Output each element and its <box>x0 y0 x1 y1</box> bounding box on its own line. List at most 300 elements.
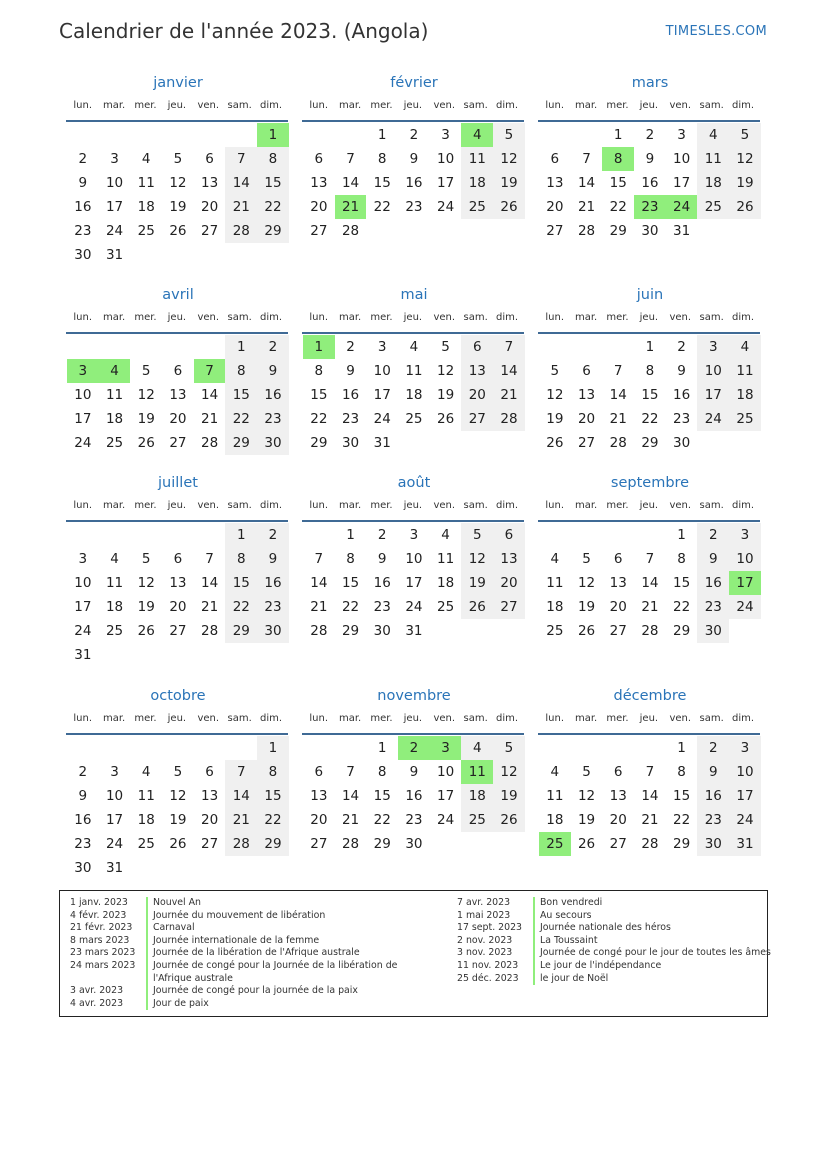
holiday-entry <box>457 960 787 973</box>
weekday-label: jeu. <box>403 312 423 323</box>
month-8 <box>539 473 761 643</box>
holiday-date: 4 févr. 2023 <box>70 909 127 921</box>
header-rule <box>538 120 760 122</box>
day-cell: 18 <box>697 171 729 195</box>
day-cell: 27 <box>493 595 525 619</box>
day-cell: 18 <box>546 599 564 615</box>
day-cell: 25 <box>105 435 124 451</box>
day-cell: 6 <box>550 151 560 167</box>
day-cell: 28 <box>310 623 328 639</box>
day-cell: 23 <box>74 836 92 852</box>
weekday-label: ven. <box>197 713 220 724</box>
day-cell: 26 <box>577 836 596 852</box>
day-cell: 25 <box>437 599 455 615</box>
holiday-marker <box>533 897 535 910</box>
weekday-label: lun. <box>545 312 565 323</box>
week-row <box>67 335 289 359</box>
month-9 <box>67 686 289 880</box>
day-cell: 5 <box>582 764 591 780</box>
day-cell: 21 <box>609 411 627 427</box>
day-cell: 13 <box>201 175 219 191</box>
day-cell: 26 <box>493 808 525 832</box>
weekday-label: lun. <box>309 312 329 323</box>
holiday-marker <box>146 960 148 985</box>
day-cell: 26 <box>461 595 493 619</box>
weekday-label: sam. <box>463 713 488 724</box>
day-cell: 6 <box>205 151 214 167</box>
day-cell: 2 <box>645 127 655 143</box>
holiday-day-cell: 1 <box>303 335 335 359</box>
day-cell: 5 <box>141 551 151 567</box>
day-cell: 1 <box>677 527 686 543</box>
week-row <box>539 784 761 808</box>
header-rule <box>538 332 760 334</box>
month-3 <box>67 285 289 455</box>
week-row <box>67 832 289 856</box>
day-cell: 21 <box>641 812 659 828</box>
empty-day-cell <box>697 431 729 455</box>
day-cell: 22 <box>373 812 391 828</box>
day-cell: 17 <box>437 175 455 191</box>
day-cell: 25 <box>405 411 423 427</box>
day-cell: 24 <box>437 812 455 828</box>
week-row <box>303 808 525 832</box>
day-cell: 15 <box>257 784 289 808</box>
day-cell: 14 <box>341 788 360 804</box>
weekday-label: jeu. <box>639 500 659 511</box>
holiday-day-cell: 1 <box>257 123 289 147</box>
day-cell: 13 <box>609 788 627 804</box>
month-name: juin <box>636 287 664 303</box>
empty-day-cell <box>303 736 335 760</box>
week-row <box>303 383 525 407</box>
day-cell: 21 <box>201 599 219 615</box>
holiday-list-right <box>457 897 787 985</box>
holiday-day-cell: 3 <box>430 736 462 760</box>
day-cell: 31 <box>105 247 124 263</box>
weekday-header <box>67 499 289 520</box>
empty-day-cell <box>162 736 194 760</box>
header-rule <box>66 733 288 735</box>
weekday-label: ven. <box>433 100 456 111</box>
day-cell: 16 <box>641 175 659 191</box>
holiday-marker <box>533 910 535 923</box>
day-cell: 19 <box>577 812 596 828</box>
header-rule <box>66 520 288 522</box>
weekday-label: lun. <box>309 100 329 111</box>
day-cell: 24 <box>105 223 124 239</box>
day-cell: 27 <box>609 836 627 852</box>
day-cell: 7 <box>225 147 257 171</box>
day-cell: 13 <box>577 387 596 403</box>
week-row <box>303 335 525 359</box>
week-row <box>67 571 289 595</box>
empty-day-cell <box>398 431 430 455</box>
weekday-label: mer. <box>134 312 157 323</box>
holiday-name: Au secours <box>540 909 592 921</box>
day-cell: 8 <box>257 760 289 784</box>
day-cell: 12 <box>493 760 525 784</box>
day-cell: 22 <box>609 199 627 215</box>
day-cell: 22 <box>257 195 289 219</box>
weekday-label: mer. <box>134 713 157 724</box>
empty-day-cell <box>257 643 289 667</box>
month-6 <box>67 473 289 667</box>
month-4 <box>303 285 525 455</box>
weekday-label: sam. <box>227 312 252 323</box>
day-cell: 31 <box>729 832 761 856</box>
weekday-label: mar. <box>338 100 362 111</box>
holiday-day-cell: 3 <box>67 359 99 383</box>
day-cell: 1 <box>377 740 387 756</box>
day-cell: 7 <box>493 335 525 359</box>
week-row <box>539 595 761 619</box>
day-cell: 16 <box>74 199 92 215</box>
weekday-label: sam. <box>227 500 252 511</box>
holiday-date: 17 sept. 2023 <box>457 922 523 934</box>
day-cell: 9 <box>645 151 655 167</box>
day-cell: 28 <box>493 407 525 431</box>
empty-day-cell <box>99 523 131 547</box>
week-row <box>67 171 289 195</box>
day-cell: 2 <box>409 127 419 143</box>
holiday-date: 1 janv. 2023 <box>70 897 128 908</box>
holiday-date: 21 févr. 2023 <box>70 922 133 934</box>
weekday-label: lun. <box>545 500 565 511</box>
holiday-entry <box>457 973 787 986</box>
weekday-label: ven. <box>669 713 692 724</box>
header-rule <box>302 733 524 735</box>
day-cell: 26 <box>493 195 525 219</box>
day-cell: 15 <box>257 171 289 195</box>
empty-day-cell <box>398 219 430 243</box>
day-cell: 26 <box>137 623 155 639</box>
weekday-header <box>303 99 525 120</box>
day-cell: 20 <box>310 199 328 215</box>
empty-day-cell <box>162 523 194 547</box>
day-cell: 8 <box>346 551 355 567</box>
week-row <box>303 619 525 643</box>
month-name: avril <box>162 287 194 303</box>
day-cell: 4 <box>141 764 151 780</box>
weekday-label: mar. <box>102 312 126 323</box>
weekday-label: ven. <box>669 500 692 511</box>
empty-day-cell <box>130 243 162 267</box>
empty-day-cell <box>602 736 634 760</box>
day-cell: 7 <box>225 760 257 784</box>
month-name: décembre <box>613 688 687 704</box>
holiday-name: Journée de congé pour la journée de la paix <box>153 985 358 997</box>
day-cell: 28 <box>641 623 659 639</box>
day-cell: 15 <box>225 383 257 407</box>
day-cell: 10 <box>673 151 691 167</box>
weekday-label: mar. <box>338 500 362 511</box>
day-cell: 7 <box>205 551 214 567</box>
empty-day-cell <box>225 643 257 667</box>
empty-day-cell <box>493 431 525 455</box>
holiday-marker <box>146 910 148 923</box>
day-cell: 21 <box>341 812 360 828</box>
weekday-label: sam. <box>699 713 724 724</box>
day-cell: 3 <box>377 339 387 355</box>
day-cell: 8 <box>225 547 257 571</box>
day-cell: 20 <box>461 383 493 407</box>
day-cell: 9 <box>78 175 88 191</box>
day-cell: 30 <box>373 623 391 639</box>
holiday-entry <box>70 922 400 935</box>
day-cell: 13 <box>310 175 328 191</box>
day-cell: 3 <box>110 151 119 167</box>
week-row <box>539 431 761 455</box>
day-cell: 16 <box>257 383 289 407</box>
day-cell: 5 <box>550 363 560 379</box>
holiday-date: 11 nov. 2023 <box>457 959 519 971</box>
weekday-label: jeu. <box>639 100 659 111</box>
week-row <box>67 383 289 407</box>
weekday-label: sam. <box>699 500 724 511</box>
holiday-date: 25 déc. 2023 <box>457 972 519 984</box>
empty-day-cell <box>430 619 462 643</box>
day-cell: 23 <box>341 411 360 427</box>
day-cell: 5 <box>582 551 591 567</box>
day-cell: 7 <box>314 551 324 567</box>
day-cell: 1 <box>377 127 387 143</box>
empty-day-cell <box>493 219 525 243</box>
weekday-label: sam. <box>227 100 252 111</box>
day-cell: 18 <box>437 575 455 591</box>
weekday-label: sam. <box>227 713 252 724</box>
weekday-header <box>539 99 761 120</box>
day-cell: 22 <box>641 411 659 427</box>
holiday-marker <box>146 947 148 960</box>
day-cell: 21 <box>493 383 525 407</box>
week-row <box>539 219 761 243</box>
weekday-label: ven. <box>197 312 220 323</box>
day-cell: 31 <box>105 860 124 876</box>
holiday-marker <box>146 897 148 910</box>
day-cell: 6 <box>314 151 324 167</box>
holiday-date: 3 avr. 2023 <box>70 985 124 997</box>
day-cell: 20 <box>201 199 219 215</box>
day-cell: 16 <box>697 784 729 808</box>
day-cell: 12 <box>493 147 525 171</box>
holiday-legend <box>59 890 771 1017</box>
day-cell: 20 <box>310 812 328 828</box>
weekday-label: dim. <box>496 312 519 323</box>
day-cell: 30 <box>74 247 92 263</box>
day-cell: 5 <box>729 123 761 147</box>
day-cell: 5 <box>141 363 151 379</box>
day-cell: 27 <box>310 223 328 239</box>
day-cell: 14 <box>201 575 219 591</box>
holiday-marker <box>146 935 148 948</box>
day-cell: 18 <box>729 383 761 407</box>
day-cell: 17 <box>105 812 124 828</box>
holiday-name: Carnaval <box>153 922 195 934</box>
week-row <box>67 219 289 243</box>
weekday-label: ven. <box>433 500 456 511</box>
day-cell: 4 <box>110 551 119 567</box>
day-cell: 19 <box>729 171 761 195</box>
empty-day-cell <box>225 243 257 267</box>
day-cell: 2 <box>257 523 289 547</box>
month-name: septembre <box>610 475 690 491</box>
day-cell: 21 <box>577 199 596 215</box>
weekday-label: sam. <box>699 312 724 323</box>
empty-day-cell <box>430 431 462 455</box>
weekday-label: ven. <box>669 312 692 323</box>
brand-link[interactable]: TIMESLES.COM <box>665 24 767 39</box>
day-cell: 30 <box>697 619 729 643</box>
weekday-label: mer. <box>134 100 157 111</box>
weekday-label: mer. <box>370 713 393 724</box>
holiday-day-cell: 23 <box>634 195 666 219</box>
day-cell: 30 <box>74 860 92 876</box>
weekday-header <box>303 712 525 733</box>
day-cell: 30 <box>405 836 423 852</box>
weekday-label: mar. <box>574 500 598 511</box>
day-cell: 2 <box>257 335 289 359</box>
day-cell: 11 <box>546 788 564 804</box>
day-cell: 5 <box>173 764 183 780</box>
empty-day-cell <box>729 431 761 455</box>
day-cell: 15 <box>641 387 659 403</box>
day-cell: 29 <box>257 832 289 856</box>
holiday-marker <box>533 947 535 960</box>
day-cell: 4 <box>697 123 729 147</box>
day-cell: 30 <box>257 619 289 643</box>
holiday-entry <box>457 897 787 910</box>
holiday-entry <box>70 910 400 923</box>
day-cell: 10 <box>729 547 761 571</box>
day-cell: 20 <box>577 411 596 427</box>
empty-day-cell <box>430 832 462 856</box>
day-cell: 23 <box>373 599 391 615</box>
header-rule <box>302 332 524 334</box>
day-cell: 27 <box>169 435 187 451</box>
empty-day-cell <box>602 335 634 359</box>
day-cell: 7 <box>645 764 655 780</box>
day-cell: 21 <box>201 411 219 427</box>
holiday-day-cell: 2 <box>398 736 430 760</box>
day-cell: 20 <box>201 812 219 828</box>
day-cell: 4 <box>461 736 493 760</box>
day-cell: 11 <box>137 788 155 804</box>
day-cell: 22 <box>310 411 328 427</box>
day-cell: 17 <box>697 383 729 407</box>
holiday-marker <box>146 922 148 935</box>
day-cell: 11 <box>697 147 729 171</box>
empty-day-cell <box>67 523 99 547</box>
week-row <box>303 760 525 784</box>
week-row <box>539 760 761 784</box>
weekday-label: jeu. <box>167 312 187 323</box>
day-cell: 11 <box>461 147 493 171</box>
day-cell: 4 <box>550 764 560 780</box>
weekday-label: jeu. <box>167 713 187 724</box>
day-cell: 25 <box>729 407 761 431</box>
holiday-marker <box>533 935 535 948</box>
day-cell: 26 <box>169 836 187 852</box>
day-cell: 4 <box>550 551 560 567</box>
empty-day-cell <box>571 736 603 760</box>
holiday-name: le jour de Noël <box>540 972 609 984</box>
empty-day-cell <box>461 619 493 643</box>
weekday-header <box>67 311 289 332</box>
empty-day-cell <box>194 335 226 359</box>
holiday-date: 1 mai 2023 <box>457 909 511 921</box>
day-cell: 4 <box>141 151 151 167</box>
holiday-name: La Toussaint <box>540 934 598 946</box>
empty-day-cell <box>634 523 666 547</box>
day-cell: 14 <box>201 387 219 403</box>
empty-day-cell <box>67 335 99 359</box>
day-cell: 6 <box>493 523 525 547</box>
day-cell: 30 <box>641 223 659 239</box>
day-cell: 5 <box>173 151 183 167</box>
day-cell: 6 <box>173 363 183 379</box>
empty-day-cell <box>493 619 525 643</box>
week-row <box>67 736 289 760</box>
day-cell: 27 <box>546 223 564 239</box>
weekday-label: lun. <box>73 312 93 323</box>
week-row <box>539 736 761 760</box>
weekday-label: mar. <box>574 713 598 724</box>
day-cell: 20 <box>169 411 187 427</box>
day-cell: 17 <box>74 411 92 427</box>
day-cell: 5 <box>441 339 450 355</box>
day-cell: 28 <box>201 435 219 451</box>
weekday-label: dim. <box>496 100 519 111</box>
weekday-label: dim. <box>260 312 283 323</box>
month-5 <box>539 285 761 455</box>
weekday-label: mar. <box>102 100 126 111</box>
empty-day-cell <box>67 123 99 147</box>
weekday-label: dim. <box>732 500 755 511</box>
day-cell: 17 <box>105 199 124 215</box>
day-cell: 11 <box>729 359 761 383</box>
day-cell: 13 <box>310 788 328 804</box>
day-cell: 22 <box>225 407 257 431</box>
weekday-header <box>539 499 761 520</box>
day-cell: 4 <box>441 527 450 543</box>
day-cell: 18 <box>461 171 493 195</box>
weekday-label: mer. <box>370 500 393 511</box>
weekday-header <box>539 311 761 332</box>
day-cell: 11 <box>137 175 155 191</box>
weekday-label: jeu. <box>639 713 659 724</box>
month-11 <box>539 686 761 856</box>
week-row <box>539 171 761 195</box>
week-row <box>67 619 289 643</box>
day-cell: 31 <box>74 647 92 663</box>
day-cell: 15 <box>673 575 691 591</box>
day-cell: 25 <box>697 195 729 219</box>
day-cell: 9 <box>409 764 419 780</box>
weekday-label: ven. <box>669 100 692 111</box>
week-row <box>539 147 761 171</box>
week-row <box>67 808 289 832</box>
week-row <box>303 171 525 195</box>
day-cell: 30 <box>697 832 729 856</box>
weekday-label: dim. <box>260 500 283 511</box>
day-cell: 20 <box>609 812 627 828</box>
day-cell: 28 <box>641 836 659 852</box>
day-cell: 11 <box>105 387 124 403</box>
weekday-label: sam. <box>463 500 488 511</box>
holiday-name: Journée nationale des héros <box>540 922 671 934</box>
day-cell: 27 <box>461 407 493 431</box>
